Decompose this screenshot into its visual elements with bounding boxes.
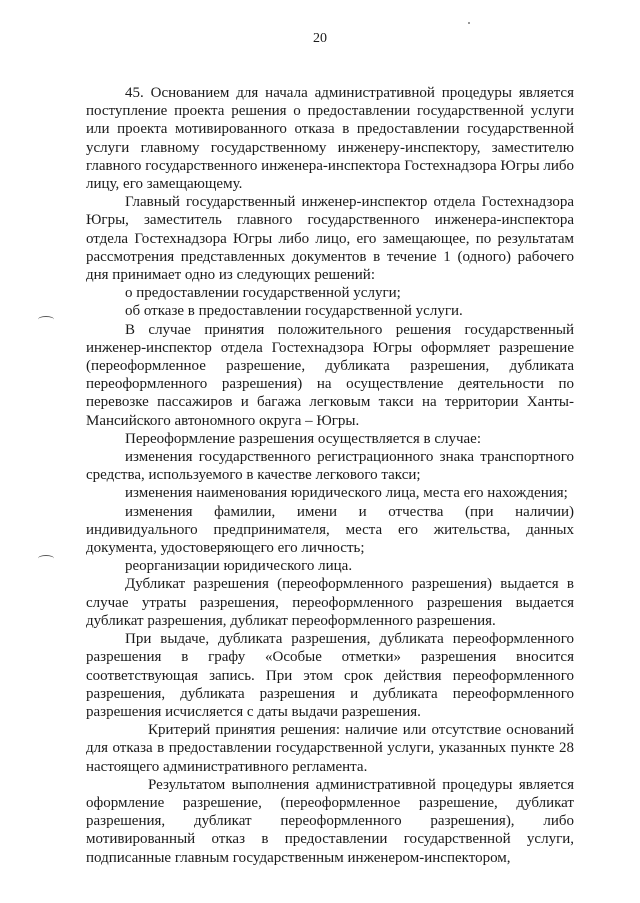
paragraph-special-marks: При выдаче, дубликата разрешения, дубликата переоформленного разрешения в графу «Особые отметки» разрешения вносится соответствующая запись. При этом срок действия переоформленного разрешения, дубликата разрешения и дубликата переоформленного разрешения исчисляется с даты выдачи разрешения. bbox=[86, 631, 574, 720]
paragraph-reissue-cases: Переоформление разрешения осуществляется в случае: bbox=[125, 430, 481, 447]
paragraph-result: Результатом выполнения административной процедуры является оформление разрешение, (переоформленное разрешение, дубликат разрешения, дубликат переоформленного разрешения), либо мотивированный отказ в предоставлении государственной услуги, подписанные главным государственным инженером-инспектором, bbox=[86, 776, 574, 866]
paragraph-criterion: Критерий принятия решения: наличие или отсутствие оснований для отказа в предоставлении государственной услуги, указанных пункте 28 настоящего административного регламента. bbox=[86, 722, 574, 775]
paragraph-positive-decision: В случае принятия положительного решения государственный инженер-инспектор отдела Гостехнадзора Югры оформляет разрешение (переоформленное разрешение, дубликата разрешения, дубликата переоформленного разрешения) на осуществление деятельности по перевозке пассажиров и багажа легковым такси на территории Ханты-Мансийского автономного округа – Югры. bbox=[86, 321, 574, 429]
scan-dot bbox=[468, 22, 470, 24]
paragraph-case-name: изменения наименования юридического лица, места его нахождения; bbox=[125, 485, 568, 502]
scan-mark-upper bbox=[38, 316, 54, 323]
paragraph-case-reorganization: реорганизации юридического лица. bbox=[125, 558, 353, 575]
paragraph-case-personal: изменения фамилии, имени и отчества (при наличии) индивидуального предпринимателя, места его жительства, данных документа, удостоверяющего его личность; bbox=[86, 503, 574, 557]
paragraph-45: 45. Основанием для начала административной процедуры является поступление проекта решения о предоставлении государственной услуги или проекта мотивированного отказа в предоставлении государственной услуги главному государственному инженеру-инспектору, заместителю главного государственного инженера-инспектора Гостехнадзора Югры либо лицу, его замещающему. bbox=[86, 85, 574, 193]
paragraph-decision-maker: Главный государственный инженер-инспектор отдела Гостехнадзора Югры, заместитель главного государственного инженера-инспектора отдела Гостехнадзора Югры либо лицо, его замещающее, по результатам рассмотрения представленных документов в течение 1 (одного) рабочего дня принимает одно из следующих решений: bbox=[86, 194, 574, 284]
document-body bbox=[86, 84, 574, 867]
paragraph-duplicate: Дубликат разрешения (переоформленного разрешения) выдается в случае утраты разрешения, переоформленного разрешения выдается дубликат разрешения, дубликат переоформленного разрешения. bbox=[86, 576, 574, 629]
paragraph-case-plate: изменения государственного регистрационного знака транспортного средства, используемого в качестве легкового такси; bbox=[86, 449, 574, 484]
paragraph-option-grant: о предоставлении государственной услуги; bbox=[125, 285, 401, 302]
scan-mark-lower bbox=[38, 555, 54, 562]
paragraph-option-refuse: об отказе в предоставлении государственной услуги. bbox=[125, 303, 463, 320]
page-number: 20 bbox=[313, 31, 327, 46]
